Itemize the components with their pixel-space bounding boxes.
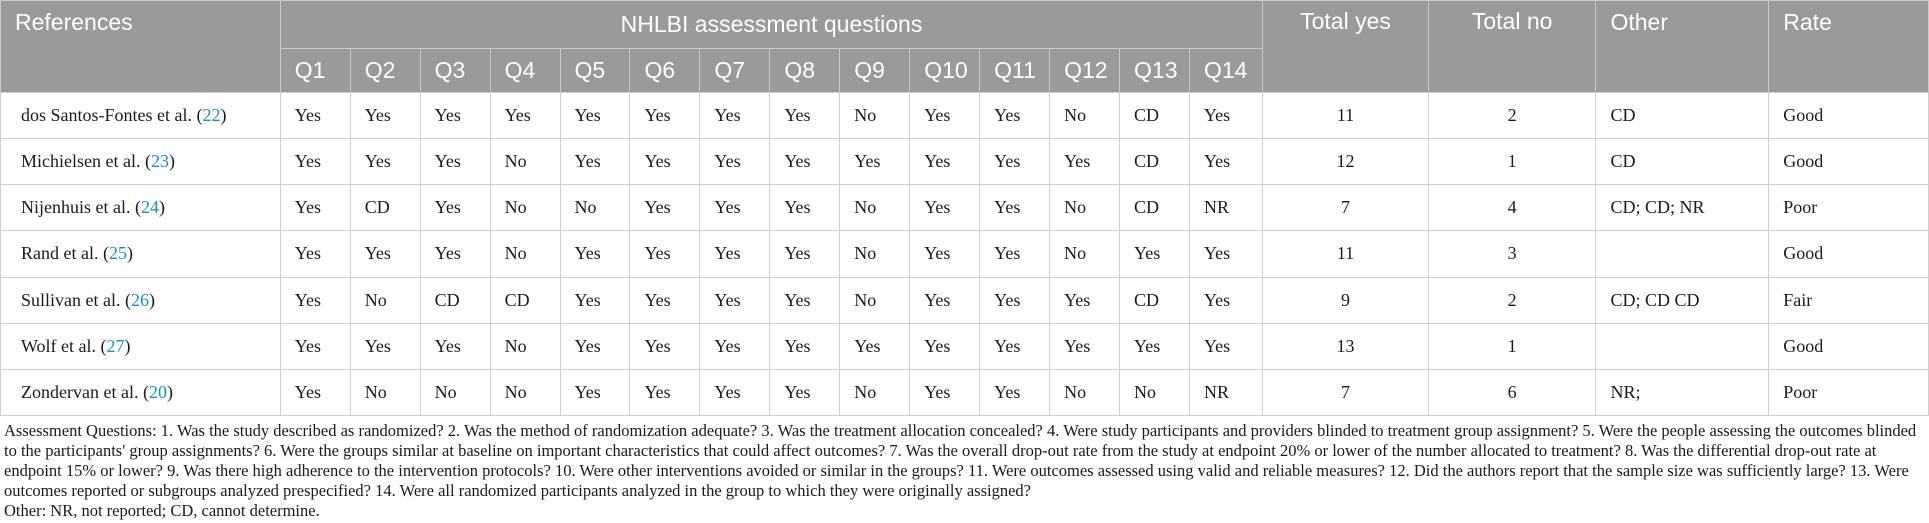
answer-cell-q1: Yes — [280, 93, 350, 139]
answer-cell-q10: Yes — [910, 185, 980, 231]
reference-cell — [1, 231, 281, 277]
total-no-cell: 3 — [1428, 231, 1596, 277]
answer-cell-q14: Yes — [1189, 93, 1262, 139]
col-header-q2: Q2 — [350, 49, 420, 93]
answer-cell-q9: Yes — [840, 323, 910, 369]
answer-cell-q14: NR — [1189, 185, 1262, 231]
reference-cell — [1, 323, 281, 369]
answer-cell-q6: Yes — [630, 369, 700, 415]
answer-cell-q4: CD — [490, 277, 560, 323]
assessment-note: Assessment Questions: 1. Was the study described as randomized? 2. Was the method of randomization adequate? 3. Was the treatment allocation concealed? 4. Were study participants and providers blinded to treatment group assignment? 5. Were the people assessing the outcomes blinded to the participants' group assignments? 6. Were the groups similar at baseline on important characteristics that could affect outcomes? 7. Was the overall drop-out rate from the study at endpoint 20% or lower of the number allocated to treatment? 8. Was the differential drop-out rate at endpoint 15% or lower? 9. Was there high adherence to the intervention protocols? 10. Were other interventions avoided or similar in the groups? 11. Were outcomes assessed using valid and reliable measures? 12. Did the authors report that the sample size was sufficiently large? 13. Were outcomes reported or subgroups analyzed prespecified? 14. Were all randomized participants analyzed in the group to which they were originally assigned? — [4, 421, 1917, 500]
answer-cell-q14: Yes — [1189, 139, 1262, 185]
other-cell: CD — [1596, 139, 1769, 185]
answer-cell-q3: Yes — [420, 231, 490, 277]
answer-cell-q4: No — [490, 139, 560, 185]
answer-cell-q6: Yes — [630, 231, 700, 277]
reference-close-paren: ) — [126, 243, 133, 264]
reference-name: Sullivan et al. ( — [21, 289, 131, 310]
answer-cell-q3: Yes — [420, 93, 490, 139]
answer-cell-q10: Yes — [910, 93, 980, 139]
answer-cell-q11: Yes — [980, 185, 1050, 231]
answer-cell-q6: Yes — [630, 323, 700, 369]
answer-cell-q13: Yes — [1120, 323, 1190, 369]
answer-cell-q8: Yes — [770, 277, 840, 323]
answer-cell-q7: Yes — [700, 139, 770, 185]
citation-link[interactable]: 22 — [202, 105, 221, 126]
answer-cell-q2: Yes — [350, 231, 420, 277]
answer-cell-q2: Yes — [350, 139, 420, 185]
other-cell — [1596, 323, 1769, 369]
rate-cell: Poor — [1769, 369, 1929, 415]
total-yes-cell: 7 — [1263, 369, 1429, 415]
total-no-cell: 6 — [1428, 369, 1596, 415]
col-header-q14: Q14 — [1189, 49, 1262, 93]
col-header-rate: Rate — [1769, 1, 1929, 93]
answer-cell-q2: No — [350, 369, 420, 415]
answer-cell-q5: Yes — [560, 323, 630, 369]
other-cell — [1596, 231, 1769, 277]
citation-link[interactable]: 24 — [140, 197, 159, 218]
reference-cell — [1, 369, 281, 415]
col-header-other: Other — [1596, 1, 1769, 93]
reference-name: Nijenhuis et al. ( — [21, 197, 141, 218]
col-header-q4: Q4 — [490, 49, 560, 93]
table-body — [1, 93, 1929, 416]
table-row — [1, 93, 1929, 139]
rate-cell: Good — [1769, 139, 1929, 185]
answer-cell-q12: No — [1050, 369, 1120, 415]
total-yes-cell: 7 — [1263, 185, 1429, 231]
answer-cell-q3: CD — [420, 277, 490, 323]
answer-cell-q10: Yes — [910, 139, 980, 185]
answer-cell-q5: Yes — [560, 277, 630, 323]
reference-cell — [1, 185, 281, 231]
other-cell: NR; — [1596, 369, 1769, 415]
answer-cell-q10: Yes — [910, 369, 980, 415]
answer-cell-q8: Yes — [770, 185, 840, 231]
answer-cell-q5: Yes — [560, 139, 630, 185]
answer-cell-q2: Yes — [350, 323, 420, 369]
reference-close-paren: ) — [220, 105, 227, 126]
answer-cell-q3: No — [420, 369, 490, 415]
col-header-total-yes: Total yes — [1263, 1, 1429, 93]
col-header-q10: Q10 — [910, 49, 980, 93]
answer-cell-q6: Yes — [630, 277, 700, 323]
reference-cell — [1, 139, 281, 185]
answer-cell-q4: No — [490, 369, 560, 415]
answer-cell-q5: Yes — [560, 369, 630, 415]
table-notes — [4, 421, 1924, 521]
rate-cell: Good — [1769, 323, 1929, 369]
reference-cell — [1, 93, 281, 139]
reference-name: dos Santos-Fontes et al. ( — [21, 105, 203, 126]
answer-cell-q10: Yes — [910, 323, 980, 369]
col-header-q3: Q3 — [420, 49, 490, 93]
total-no-cell: 2 — [1428, 277, 1596, 323]
answer-cell-q12: Yes — [1050, 277, 1120, 323]
reference-cell — [1, 277, 281, 323]
reference-name: Zondervan et al. ( — [21, 381, 149, 402]
col-header-q5: Q5 — [560, 49, 630, 93]
answer-cell-q12: No — [1050, 93, 1120, 139]
citation-link[interactable]: 25 — [108, 243, 127, 264]
col-header-q12: Q12 — [1050, 49, 1120, 93]
other-cell: CD; CD CD — [1596, 277, 1769, 323]
answer-cell-q6: Yes — [630, 185, 700, 231]
rate-cell: Fair — [1769, 277, 1929, 323]
answer-cell-q12: No — [1050, 231, 1120, 277]
answer-cell-q4: No — [490, 185, 560, 231]
answer-cell-q1: Yes — [280, 369, 350, 415]
answer-cell-q9: No — [840, 185, 910, 231]
answer-cell-q10: Yes — [910, 231, 980, 277]
answer-cell-q14: NR — [1189, 369, 1262, 415]
answer-cell-q10: Yes — [910, 277, 980, 323]
total-no-cell: 4 — [1428, 185, 1596, 231]
citation-link[interactable]: 20 — [148, 381, 167, 402]
rate-cell: Poor — [1769, 185, 1929, 231]
answer-cell-q9: No — [840, 231, 910, 277]
citation-link[interactable]: 27 — [106, 335, 125, 356]
col-header-q13: Q13 — [1120, 49, 1190, 93]
table-row — [1, 185, 1929, 231]
reference-name: Wolf et al. ( — [21, 335, 107, 356]
total-no-cell: 2 — [1428, 93, 1596, 139]
answer-cell-q1: Yes — [280, 323, 350, 369]
col-header-group: NHLBI assessment questions — [280, 1, 1262, 49]
rate-cell: Good — [1769, 93, 1929, 139]
answer-cell-q2: Yes — [350, 93, 420, 139]
total-no-cell: 1 — [1428, 323, 1596, 369]
col-header-q1: Q1 — [280, 49, 350, 93]
answer-cell-q1: Yes — [280, 277, 350, 323]
answer-cell-q11: Yes — [980, 93, 1050, 139]
answer-cell-q11: Yes — [980, 139, 1050, 185]
col-header-references: References — [1, 1, 281, 93]
answer-cell-q3: Yes — [420, 139, 490, 185]
total-yes-cell: 11 — [1263, 93, 1429, 139]
answer-cell-q7: Yes — [700, 185, 770, 231]
answer-cell-q8: Yes — [770, 323, 840, 369]
answer-cell-q11: Yes — [980, 369, 1050, 415]
table-row — [1, 231, 1929, 277]
reference-name: Rand et al. ( — [21, 243, 109, 264]
answer-cell-q14: Yes — [1189, 231, 1262, 277]
answer-cell-q2: CD — [350, 185, 420, 231]
answer-cell-q9: No — [840, 369, 910, 415]
answer-cell-q13: CD — [1120, 139, 1190, 185]
citation-link[interactable]: 23 — [150, 151, 169, 172]
rate-cell: Good — [1769, 231, 1929, 277]
col-header-q6: Q6 — [630, 49, 700, 93]
abbreviation-note: Other: NR, not reported; CD, cannot determine. — [4, 501, 320, 520]
reference-close-paren: ) — [168, 151, 175, 172]
answer-cell-q13: CD — [1120, 277, 1190, 323]
answer-cell-q7: Yes — [700, 231, 770, 277]
answer-cell-q11: Yes — [980, 231, 1050, 277]
table-row — [1, 369, 1929, 415]
table-row — [1, 323, 1929, 369]
answer-cell-q3: Yes — [420, 185, 490, 231]
answer-cell-q6: Yes — [630, 93, 700, 139]
other-cell: CD; CD; NR — [1596, 185, 1769, 231]
total-yes-cell: 12 — [1263, 139, 1429, 185]
col-header-q7: Q7 — [700, 49, 770, 93]
answer-cell-q13: CD — [1120, 185, 1190, 231]
answer-cell-q13: CD — [1120, 93, 1190, 139]
total-no-cell: 1 — [1428, 139, 1596, 185]
answer-cell-q5: Yes — [560, 93, 630, 139]
col-header-q9: Q9 — [840, 49, 910, 93]
answer-cell-q5: No — [560, 185, 630, 231]
answer-cell-q8: Yes — [770, 369, 840, 415]
other-cell: CD — [1596, 93, 1769, 139]
total-yes-cell: 9 — [1263, 277, 1429, 323]
answer-cell-q9: No — [840, 277, 910, 323]
citation-link[interactable]: 26 — [130, 289, 149, 310]
reference-close-paren: ) — [166, 381, 173, 402]
total-yes-cell: 13 — [1263, 323, 1429, 369]
answer-cell-q13: No — [1120, 369, 1190, 415]
answer-cell-q12: Yes — [1050, 139, 1120, 185]
answer-cell-q13: Yes — [1120, 231, 1190, 277]
answer-cell-q4: No — [490, 323, 560, 369]
answer-cell-q7: Yes — [700, 277, 770, 323]
reference-name: Michielsen et al. ( — [21, 151, 151, 172]
col-header-q11: Q11 — [980, 49, 1050, 93]
col-header-total-no: Total no — [1428, 1, 1596, 93]
total-yes-cell: 11 — [1263, 231, 1429, 277]
table-row — [1, 277, 1929, 323]
answer-cell-q6: Yes — [630, 139, 700, 185]
answer-cell-q8: Yes — [770, 93, 840, 139]
answer-cell-q4: Yes — [490, 93, 560, 139]
answer-cell-q7: Yes — [700, 93, 770, 139]
answer-cell-q3: Yes — [420, 323, 490, 369]
answer-cell-q11: Yes — [980, 277, 1050, 323]
answer-cell-q5: Yes — [560, 231, 630, 277]
answer-cell-q1: Yes — [280, 231, 350, 277]
table-row — [1, 139, 1929, 185]
answer-cell-q7: Yes — [700, 369, 770, 415]
answer-cell-q9: Yes — [840, 139, 910, 185]
answer-cell-q14: Yes — [1189, 323, 1262, 369]
answer-cell-q1: Yes — [280, 139, 350, 185]
answer-cell-q12: Yes — [1050, 323, 1120, 369]
answer-cell-q12: No — [1050, 185, 1120, 231]
reference-close-paren: ) — [158, 197, 165, 218]
answer-cell-q8: Yes — [770, 231, 840, 277]
answer-cell-q14: Yes — [1189, 277, 1262, 323]
answer-cell-q11: Yes — [980, 323, 1050, 369]
answer-cell-q4: No — [490, 231, 560, 277]
reference-close-paren: ) — [148, 289, 155, 310]
answer-cell-q7: Yes — [700, 323, 770, 369]
col-header-q8: Q8 — [770, 49, 840, 93]
answer-cell-q2: No — [350, 277, 420, 323]
answer-cell-q9: No — [840, 93, 910, 139]
answer-cell-q8: Yes — [770, 139, 840, 185]
answer-cell-q1: Yes — [280, 185, 350, 231]
reference-close-paren: ) — [124, 335, 131, 356]
header-row-1 — [1, 1, 1929, 49]
